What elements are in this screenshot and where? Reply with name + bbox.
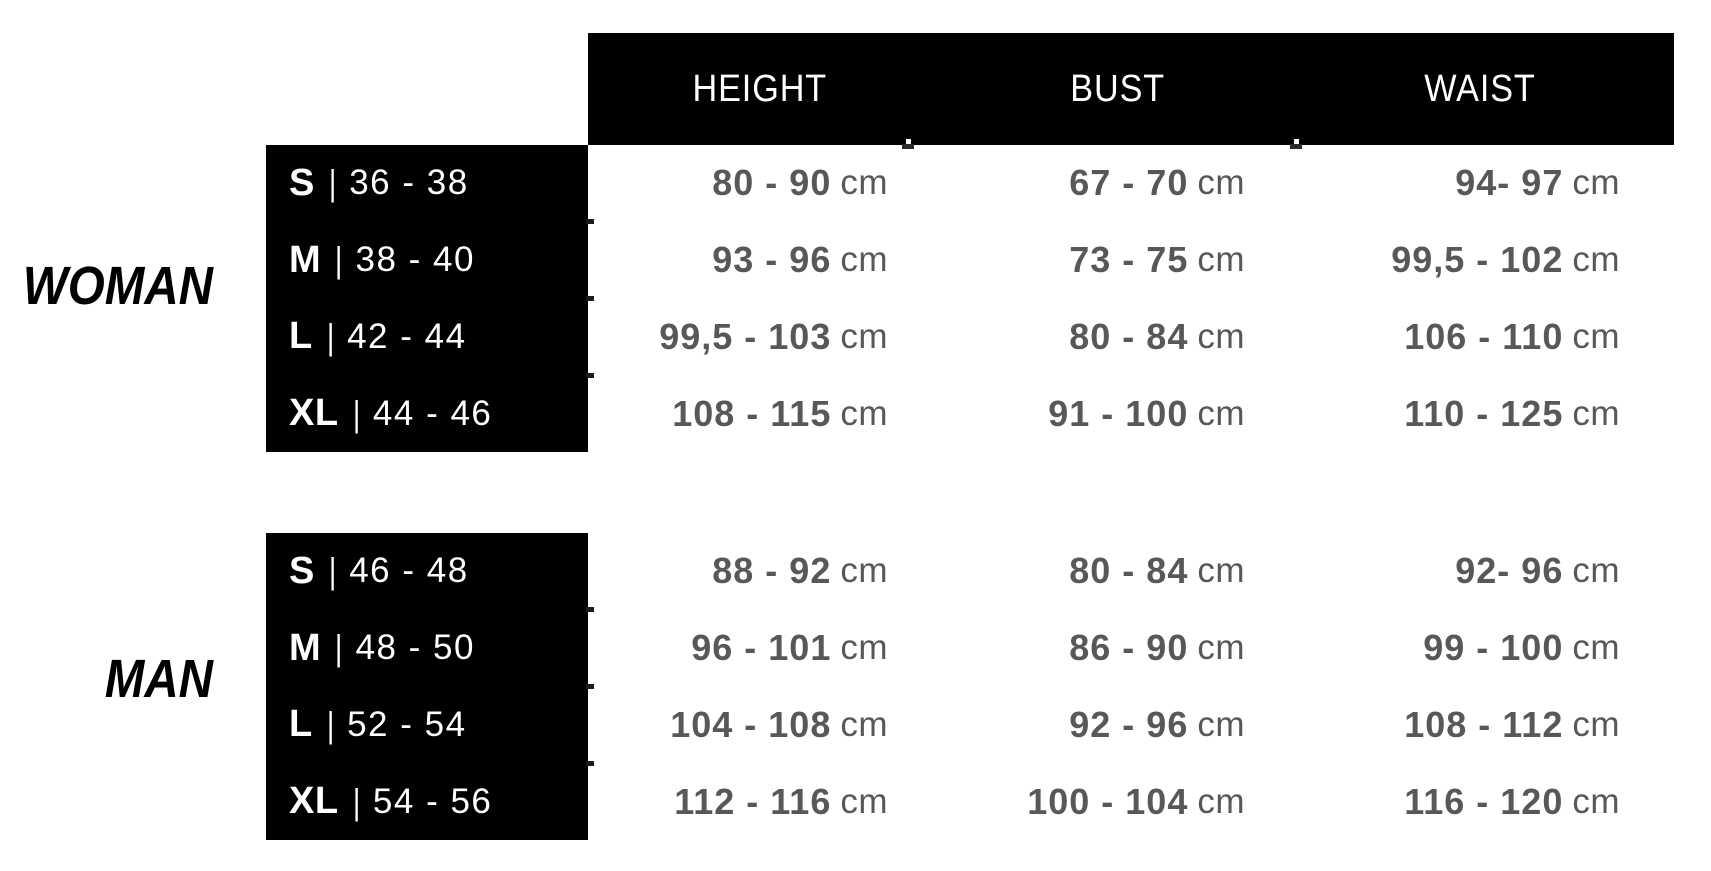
measurement-range: 112 - 116 — [674, 780, 832, 822]
measurement-range: 86 - 90 — [1069, 627, 1189, 669]
size-row-woman-m — [289, 239, 588, 282]
unit-label: cm — [1572, 240, 1620, 280]
value-man-xl-waist — [1298, 763, 1674, 840]
size-range: 54 - 56 — [372, 781, 493, 821]
size-letter: XL — [289, 392, 339, 435]
section-label-woman-text: WOMAN — [22, 255, 213, 316]
column-header-waist — [1360, 33, 1600, 145]
size-row-man-xl — [289, 780, 588, 823]
unit-label: cm — [1572, 781, 1620, 821]
value-woman-xl-waist — [1298, 375, 1674, 452]
size-row-man-m — [289, 627, 588, 670]
row-divider-stub — [586, 607, 594, 612]
measurement-range: 116 - 120 — [1404, 780, 1564, 822]
unit-label: cm — [840, 551, 888, 591]
column-header-bust — [998, 33, 1238, 145]
size-range: 48 - 50 — [355, 628, 475, 668]
measurement-range: 73 - 75 — [1069, 239, 1189, 281]
size-separator: | — [352, 392, 360, 434]
measurement-range: 99 - 100 — [1423, 627, 1564, 669]
value-man-m-bust — [910, 610, 1298, 687]
value-woman-s-height — [588, 145, 910, 222]
measurement-range: 92- 96 — [1455, 550, 1564, 592]
value-man-l-waist — [1298, 687, 1674, 764]
unit-label: cm — [1197, 163, 1245, 203]
values-grid-woman — [588, 145, 1674, 452]
unit-label: cm — [1197, 551, 1245, 591]
unit-label: cm — [1197, 781, 1245, 821]
column-header-bust-label: BUST — [1070, 67, 1166, 110]
row-divider-stub — [586, 296, 594, 301]
unit-label: cm — [1572, 393, 1620, 433]
size-box-woman — [266, 145, 588, 452]
size-separator: | — [328, 162, 337, 204]
section-label-woman — [0, 132, 213, 439]
size-row-woman-xl — [289, 392, 588, 435]
size-letter: XL — [289, 780, 339, 823]
size-row-woman-s — [289, 162, 588, 205]
unit-label: cm — [840, 781, 888, 821]
value-man-xl-bust — [910, 763, 1298, 840]
size-row-man-l — [289, 703, 588, 746]
unit-label: cm — [840, 393, 888, 433]
measurement-range: 100 - 104 — [1027, 780, 1189, 822]
unit-label: cm — [840, 316, 888, 356]
size-separator: | — [328, 550, 337, 592]
size-row-woman-l — [289, 315, 588, 358]
value-man-s-height — [588, 533, 910, 610]
unit-label: cm — [840, 628, 888, 668]
value-woman-m-height — [588, 222, 910, 299]
measurement-range: 93 - 96 — [712, 239, 832, 281]
unit-label: cm — [1197, 240, 1245, 280]
measurement-range: 67 - 70 — [1069, 162, 1189, 204]
value-woman-m-waist — [1298, 222, 1674, 299]
size-separator: | — [335, 627, 343, 669]
value-woman-m-bust — [910, 222, 1298, 299]
size-letter: L — [289, 315, 313, 358]
value-man-s-bust — [910, 533, 1298, 610]
unit-label: cm — [1197, 316, 1245, 356]
size-letter: S — [289, 161, 315, 204]
row-divider-stub — [586, 684, 594, 689]
value-woman-s-waist — [1298, 145, 1674, 222]
measurement-range: 106 - 110 — [1404, 315, 1564, 357]
value-woman-xl-bust — [910, 375, 1298, 452]
unit-label: cm — [1572, 316, 1620, 356]
measurement-range: 91 - 100 — [1048, 392, 1189, 434]
size-letter: S — [289, 549, 315, 592]
unit-label: cm — [1572, 628, 1620, 668]
value-woman-s-bust — [910, 145, 1298, 222]
size-separator: | — [352, 780, 360, 822]
unit-label: cm — [1197, 704, 1245, 744]
column-header-height — [640, 33, 880, 145]
unit-label: cm — [1197, 628, 1245, 668]
unit-label: cm — [840, 240, 888, 280]
value-man-xl-height — [588, 763, 910, 840]
size-separator: | — [326, 315, 335, 357]
unit-label: cm — [1197, 393, 1245, 433]
section-label-man-text: MAN — [104, 648, 213, 709]
size-range: 44 - 46 — [372, 393, 493, 433]
value-man-s-waist — [1298, 533, 1674, 610]
size-letter: M — [289, 626, 322, 669]
value-woman-l-bust — [910, 299, 1298, 376]
column-header-waist-label: WAIST — [1424, 67, 1536, 110]
unit-label: cm — [1572, 163, 1620, 203]
size-separator: | — [335, 239, 343, 281]
size-range: 42 - 44 — [347, 316, 467, 356]
size-range: 38 - 40 — [355, 240, 475, 280]
value-woman-xl-height — [588, 375, 910, 452]
measurement-range: 99,5 - 102 — [1391, 239, 1564, 281]
unit-label: cm — [1572, 551, 1620, 591]
size-range: 46 - 48 — [349, 551, 469, 591]
measurement-range: 108 - 115 — [672, 392, 832, 434]
value-man-l-bust — [910, 687, 1298, 764]
measurement-range: 110 - 125 — [1404, 392, 1564, 434]
column-header-height-label: HEIGHT — [692, 67, 828, 110]
size-letter: L — [289, 703, 313, 746]
unit-label: cm — [1572, 704, 1620, 744]
row-divider-stub — [586, 373, 594, 378]
row-divider-stub — [586, 761, 594, 766]
value-man-m-height — [588, 610, 910, 687]
values-grid-man — [588, 533, 1674, 840]
measurement-range: 80 - 84 — [1069, 550, 1189, 592]
measurement-range: 108 - 112 — [1404, 703, 1564, 745]
size-separator: | — [326, 703, 335, 745]
unit-label: cm — [840, 704, 888, 744]
value-woman-l-waist — [1298, 299, 1674, 376]
value-man-l-height — [588, 687, 910, 764]
measurement-range: 92 - 96 — [1069, 703, 1189, 745]
measurement-range: 94- 97 — [1455, 162, 1564, 204]
size-box-man — [266, 533, 588, 840]
section-label-man — [0, 525, 213, 832]
size-row-man-s — [289, 550, 588, 593]
measurement-range: 80 - 84 — [1069, 315, 1189, 357]
size-range: 52 - 54 — [347, 704, 467, 744]
measurement-range: 104 - 108 — [670, 703, 832, 745]
row-divider-stub — [586, 219, 594, 224]
measurement-range: 96 - 101 — [691, 627, 832, 669]
unit-label: cm — [840, 163, 888, 203]
measurement-range: 80 - 90 — [712, 162, 832, 204]
size-letter: M — [289, 238, 322, 281]
size-range: 36 - 38 — [349, 163, 469, 203]
measurement-range: 99,5 - 103 — [659, 315, 832, 357]
measurement-range: 88 - 92 — [712, 550, 832, 592]
value-woman-l-height — [588, 299, 910, 376]
value-man-m-waist — [1298, 610, 1674, 687]
